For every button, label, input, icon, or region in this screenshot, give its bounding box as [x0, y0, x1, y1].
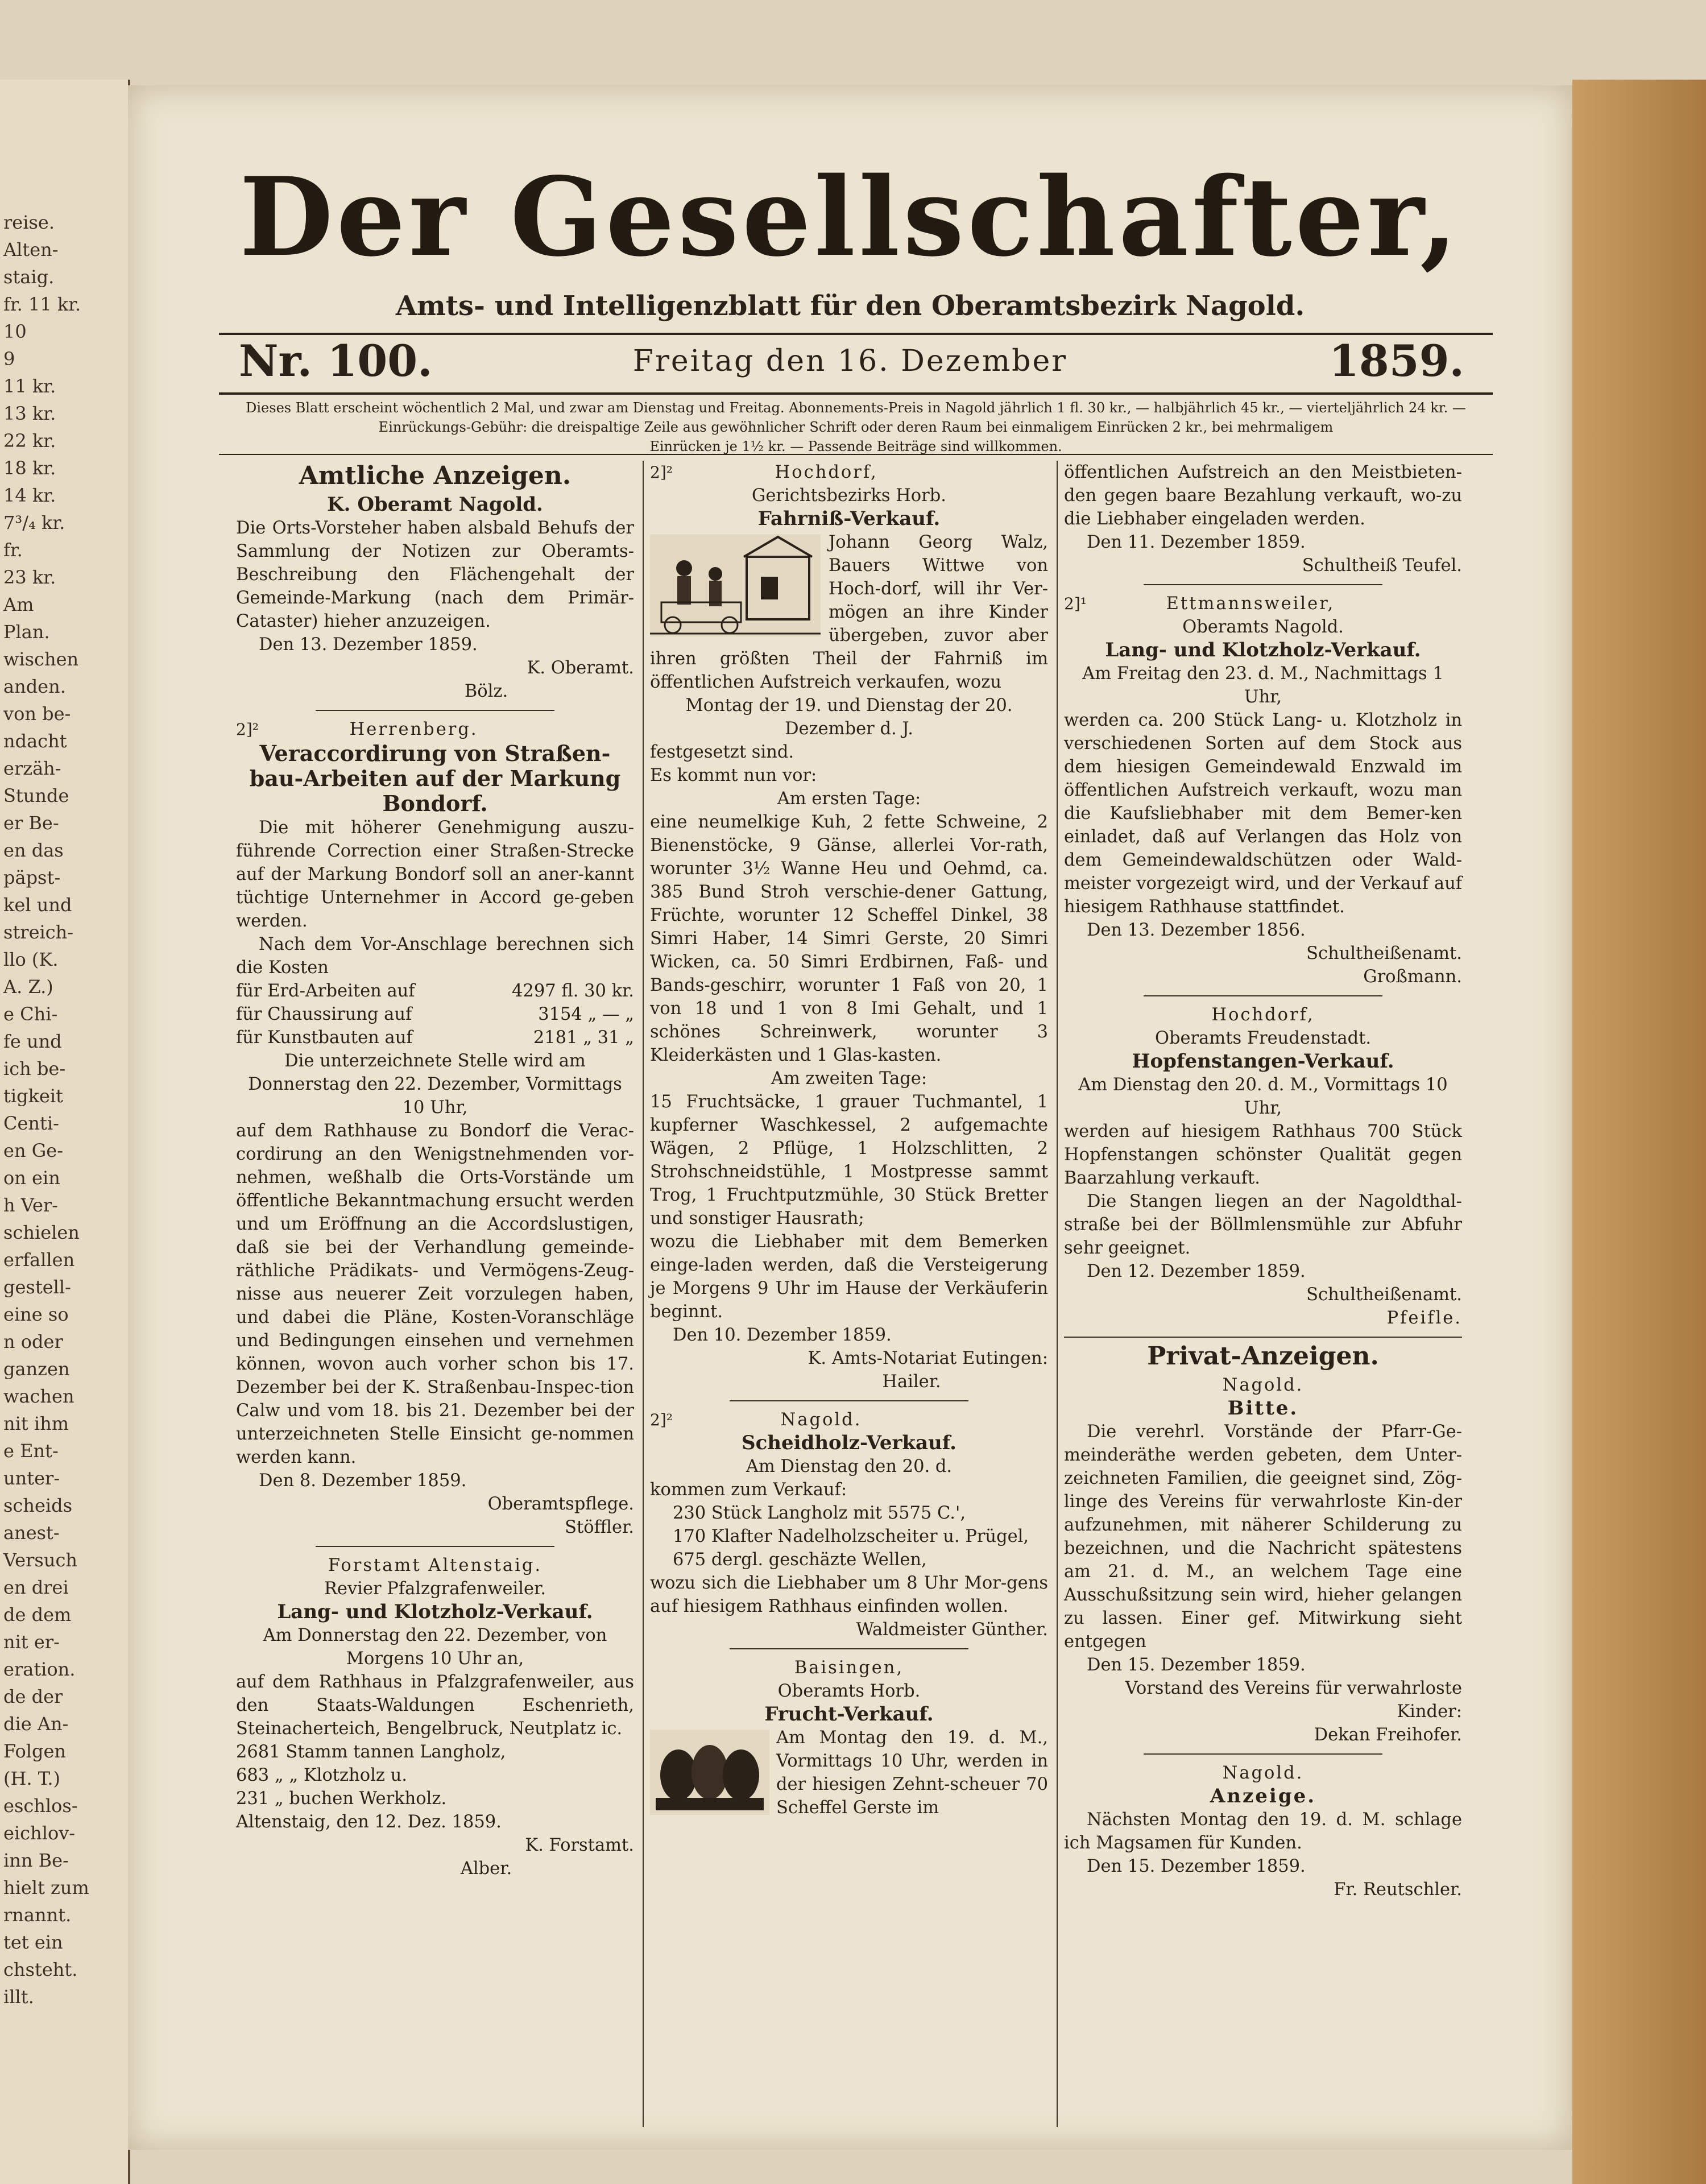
- notice-place: Ettmannsweiler,: [1166, 594, 1335, 614]
- notice-signature: Vorstand des Vereins für verwahrloste Kinder:: [1125, 1678, 1462, 1722]
- notice-signature: Schultheiß Teufel.: [1302, 556, 1462, 576]
- left-page-text: 18 kr.: [3, 457, 56, 479]
- notice-bitte: [1064, 1374, 1462, 1747]
- left-page-text: unter-: [3, 1467, 60, 1489]
- left-page-text: eschlos-: [3, 1795, 78, 1817]
- left-page-text: wischen: [3, 648, 79, 670]
- left-page-text: e Chi-: [3, 1003, 58, 1025]
- notice-title: Scheidholz-Verkauf.: [742, 1432, 956, 1454]
- notice-signature: K. Forstamt.: [525, 1835, 634, 1855]
- left-page-text: Versuch: [3, 1549, 77, 1571]
- cost-label: für Erd-Arbeiten auf: [236, 981, 415, 1001]
- notice-title: Frucht-Verkauf.: [764, 1703, 934, 1726]
- notice-date: Den 13. Dezember 1859.: [259, 635, 478, 655]
- day-heading: Am zweiten Tage:: [771, 1069, 927, 1089]
- left-page-text: fr.: [3, 539, 23, 561]
- left-page-text: schielen: [3, 1222, 80, 1243]
- item-list: eine neumelkige Kuh, 2 fette Schweine, 2 Bienenstöcke, 9 Gänse, allerlei Vor-rath, worunter 3½ Wanne Heu und Oehmd, ca. 385 Bund Stroh verschie-dener Gattung, Früchte, worunter 12 Scheffel Dinkel, 38 Simri Haber, 14 Simri Gerste, 20 Simri Wicken, ca. 50 Simri Erdbirnen, Faß- und Bands-geschirr, worunter 1 Faß von 20, 1 von 18 und 1 von 8 Imi Gehalt, und 1 schönes Schreinwerk, worunter 3 Kleiderkästen und 1 Glas-kasten.: [650, 812, 1048, 1065]
- left-page-text: eichlov-: [3, 1822, 76, 1844]
- left-page-text: h Ver-: [3, 1194, 58, 1216]
- column-2: [650, 461, 1048, 1825]
- notice-frucht: [650, 1656, 1048, 1819]
- notice-signature: Hailer.: [882, 1372, 941, 1392]
- notice-divider: [730, 1400, 968, 1401]
- notice-body: Am Dienstag den 20. d. M., Vormittags 10 Uhr,: [1078, 1075, 1448, 1118]
- cost-value: 4297 fl. 30 kr.: [512, 981, 634, 1001]
- notice-divider: [1144, 1753, 1382, 1755]
- issue-number: Nr. 100.: [239, 336, 433, 386]
- notice-body: Die mit höherer Genehmigung auszu-führende Correction einer Straßen-Strecke auf der Markung Bondorf soll an aner-kannt tüchtige Unternehmer in Accord ge-geben werden.: [236, 818, 634, 931]
- notice-scheidholz: [650, 1408, 1048, 1641]
- notice-date: Den 11. Dezember 1859.: [1087, 532, 1306, 552]
- notice-signature: Fr. Reutschler.: [1334, 1880, 1462, 1900]
- left-page-text: er Be-: [3, 812, 59, 834]
- notice-title: Lang- und Klotzholz-Verkauf.: [1105, 639, 1421, 661]
- cost-value: 3154 „ — „: [538, 1004, 634, 1024]
- left-page-text: 10: [3, 321, 27, 342]
- notice-signature: Oberamtspflege.: [487, 1494, 634, 1514]
- notice-body: Nächsten Montag den 19. d. M. schlage ich Magsamen für Kunden.: [1064, 1810, 1462, 1853]
- left-page-text: streich-: [3, 921, 74, 943]
- repeat-tag: 2]²: [236, 720, 259, 739]
- farm-scene-woodcut: [650, 534, 821, 636]
- notice-ettmannsweiler: [1064, 592, 1462, 988]
- notice-date: Den 13. Dezember 1856.: [1087, 920, 1306, 940]
- issue-year: 1859.: [1329, 336, 1464, 386]
- notice-signature: Alber.: [460, 1859, 512, 1879]
- notice-place: Nagold.: [1222, 1375, 1304, 1395]
- left-page-text: reise.: [3, 212, 55, 233]
- notice-continued: [1064, 461, 1462, 577]
- left-page-text: Alten-: [3, 239, 59, 260]
- cost-row: [236, 979, 634, 1003]
- notice-signature: Bölz.: [464, 681, 508, 701]
- grain-sacks-woodcut: [650, 1730, 769, 1815]
- notice-place: Hochdorf,: [775, 462, 878, 482]
- left-page-text: erzäh-: [3, 758, 61, 779]
- left-page-text: eine so: [3, 1304, 69, 1325]
- notice-authority: K. Oberamt Nagold.: [327, 493, 543, 516]
- notice-divider: [316, 1546, 554, 1547]
- left-page-text: de der: [3, 1686, 63, 1707]
- masthead-title: Der Gesellschafter,: [239, 154, 1461, 280]
- left-page-text: gestell-: [3, 1276, 71, 1298]
- cost-value: 2181 „ 31 „: [533, 1028, 634, 1048]
- notice-signature: Waldmeister Günther.: [856, 1620, 1048, 1640]
- notice-body: Die verehrl. Vorstände der Pfarr-Ge-meinderäthe werden gebeten, dem Unter-zeichneten Familien, die geeignet sind, Zög-linge des Vereins für verwahrloste Kin-der aufzunehmen, mit näherer Schilderung zu bezeichnen, und die Nachricht spätestens am 21. d. M., an welchem Tage eine Ausschußsitzung sein wird, hieher gelangen zu lassen. Einer gef. Mitwirkung sieht entgegen: [1064, 1422, 1462, 1652]
- repeat-tag: 2]¹: [1064, 594, 1087, 613]
- item-list: 15 Fruchtsäcke, 1 grauer Tuchmantel, 1 kupferner Waschkessel, 2 aufgemachte Wägen, 2 Pflüge, 1 Holzschlitten, 2 Strohschneidstühle, 1 Mostpresse sammt Trog, 1 Fruchtputzmühle, 30 Stück Bretter und sonstiger Hausrath;: [650, 1092, 1048, 1228]
- left-page-text: en drei: [3, 1577, 69, 1598]
- left-page-text: die An-: [3, 1713, 69, 1735]
- lot-line: 170 Klafter Nadelholzscheiter u. Prügel,: [673, 1527, 1029, 1546]
- notice-date: Den 10. Dezember 1859.: [673, 1325, 892, 1345]
- notice-signature: Stöffler.: [565, 1517, 634, 1537]
- book-edge: [1572, 80, 1706, 2184]
- left-page-text: illt.: [3, 1986, 34, 2008]
- notice-subplace: Oberamts Freudenstadt.: [1154, 1028, 1372, 1048]
- left-page-text: von be-: [3, 703, 71, 725]
- notice-body: auf dem Rathhaus in Pfalzgrafenweiler, aus den Staats-Waldungen Eschenrieth, Steinacherteich, Bengelbruck, Neutplatz ic.: [236, 1672, 634, 1739]
- issue-date: Freitag den 16. Dezember: [632, 344, 1068, 378]
- left-page-text: de dem: [3, 1604, 72, 1625]
- mid-rule: [219, 392, 1493, 395]
- subscription-notice: [230, 398, 1481, 456]
- notice-forstamt: [236, 1554, 634, 1880]
- left-page-text: Folgen: [3, 1740, 66, 1762]
- notice-signature: Großmann.: [1363, 967, 1462, 987]
- notice-title: Fahrniß-Verkauf.: [757, 507, 941, 530]
- notice-line: Einrücken je 1½ kr. — Passende Beiträge sind willkommen.: [649, 439, 1062, 454]
- notice-subplace: Oberamts Horb.: [777, 1681, 921, 1701]
- left-page-text: e Ent-: [3, 1440, 59, 1462]
- left-page-text: 23 kr.: [3, 566, 56, 588]
- left-page-text: en Ge-: [3, 1140, 64, 1161]
- newspaper-page: [128, 85, 1572, 2150]
- notice-signature: Schultheißenamt.: [1306, 944, 1462, 963]
- notice-body: wozu die Liebhaber mit dem Bemerken einge-laden werden, daß die Versteigerung je Morgens 9 Uhr im Hause der Verkäuferin beginnt.: [650, 1232, 1048, 1322]
- left-page-text: staig.: [3, 266, 55, 288]
- left-page-text: fr. 11 kr.: [3, 293, 81, 315]
- notice-body: werden auf hiesigem Rathhaus 700 Stück Hopfenstangen schönster Qualität gegen Baarzahlung verkauft.: [1064, 1122, 1462, 1188]
- left-page-text: erfallen: [3, 1249, 75, 1271]
- notice-body: Am Montag den 19. d. M., Vormittags 10 Uhr, werden in der hiesigen Zehnt-scheuer 70 Scheffel Gerste im: [776, 1728, 1048, 1818]
- left-page-text: ndacht: [3, 730, 67, 752]
- left-page-text: kel und: [3, 894, 72, 916]
- left-page-text: Plan.: [3, 621, 50, 643]
- notice-subplace: Oberamts Nagold.: [1182, 617, 1344, 637]
- notice-subplace: Gerichtsbezirks Horb.: [752, 486, 946, 506]
- notice-body: festgesetzt sind.: [650, 742, 794, 762]
- notice-place: Nagold.: [780, 1410, 862, 1430]
- left-page-text: Am: [3, 594, 34, 615]
- notice-oberamt: [236, 493, 634, 703]
- notice-body: kommen zum Verkauf:: [650, 1480, 847, 1500]
- masthead-subtitle: Amts- und Intelligenzblatt für den Oberamtsbezirk Nagold.: [395, 290, 1305, 322]
- lot-line: 231 „ buchen Werkholz.: [236, 1789, 447, 1809]
- notice-place: Baisingen,: [794, 1658, 904, 1678]
- notice-date: Den 8. Dezember 1859.: [259, 1471, 467, 1491]
- notice-body: werden ca. 200 Stück Lang- u. Klotzholz in verschiedenen Sorten auf dem Stock aus dem hiesigen Gemeindewald Enzwald im öffentlichen Aufstreich verkauft, wozu man die Kaufsliebhaber mit dem Bemer-ken einladet, daß auf Verlangen das Holz von dem Gemeindewaldschützen oder Wald-meister vorgezeigt wird, und der Verkauf auf hiesigem Rathhause stattfindet.: [1064, 710, 1462, 917]
- left-page-text: A. Z.): [3, 976, 53, 998]
- left-page-text: fe und: [3, 1031, 62, 1052]
- notice-body: Am Dienstag den 20. d.: [746, 1457, 953, 1476]
- left-page-text: anden.: [3, 676, 66, 697]
- left-page-text: rnannt.: [3, 1904, 72, 1926]
- day-heading: Am ersten Tage:: [777, 789, 921, 809]
- left-page-text: tet ein: [3, 1931, 63, 1953]
- cost-label: für Chaussirung auf: [236, 1004, 412, 1024]
- left-page-text: Stunde: [3, 785, 69, 806]
- left-page-text: päpst-: [3, 867, 61, 888]
- left-page-text: wachen: [3, 1385, 74, 1407]
- notice-body: Es kommt nun vor:: [650, 766, 817, 785]
- notice-subplace: Revier Pfalzgrafenweiler.: [324, 1579, 546, 1599]
- notice-body: wozu sich die Liebhaber um 8 Uhr Mor-gens auf hiesigem Rathhaus einfinden wollen.: [650, 1573, 1048, 1616]
- notice-body: auf dem Rathhause zu Bondorf die Verac-cordirung an den Wenigstnehmenden vor-nehmen, weßhalb die Orts-Vorstände um öffentliche Bekanntmachung ersucht werden und um Eröffnung an die Accordslustigen, daß sie bei der Verhandlung gemeinde-räthliche Prädikats- und Vermögens-Zeug-nisse aus neuerer Zeit vorzulegen haben, und dabei die Pläne, Kosten-Voranschläge und Bedingungen einsehen und vernehmen können, wovon auch vorher schon bis 17. Dezember bei der K. Straßenbau-Inspec-tion Calw und vom 18. bis 21. Dezember bei der unterzeichneten Stelle Einsicht ge-nommen werden kann.: [236, 1121, 634, 1467]
- left-page-text: tigkeit: [3, 1085, 63, 1107]
- notice-signature: Dekan Freihofer.: [1314, 1725, 1462, 1745]
- repeat-tag: 2]²: [650, 1410, 673, 1429]
- notice-divider: [1144, 995, 1382, 996]
- notice-body: Die unterzeichnete Stelle wird am Donnerstag den 22. Dezember, Vormittags 10 Uhr,: [248, 1051, 622, 1118]
- section-divider: [1064, 1337, 1462, 1338]
- notice-line: Dieses Blatt erscheint wöchentlich 2 Mal, und zwar am Dienstag und Freitag. Abonnements-Preis in Nagold jährlich 1 fl. 30 kr., — halbjährlich 45 kr., — vierteljährlich 24 kr. — Einrückungs-Gebühr: die dreispaltige Zeile aus gewöhnlicher Schrift oder deren Raum bei einmaligem Einrücken 2 kr., bei mehrmaligem: [246, 400, 1466, 435]
- notice-fahrniss: [650, 461, 1048, 1393]
- left-page-text: scheids: [3, 1495, 73, 1516]
- notice-body: Montag der 19. und Dienstag der 20. Dezember d. J.: [685, 696, 1013, 739]
- notice-body: Am Freitag den 23. d. M., Nachmittags 1 Uhr,: [1082, 664, 1444, 707]
- left-page-text: nit ihm: [3, 1413, 69, 1434]
- left-page-text: n oder: [3, 1331, 63, 1352]
- notice-date: Den 12. Dezember 1859.: [1087, 1261, 1306, 1281]
- left-page-text: nit er-: [3, 1631, 60, 1653]
- left-page-text: 7³/₄ kr.: [3, 512, 65, 533]
- left-page-text: hielt zum: [3, 1877, 89, 1898]
- notice-body: Die Orts-Vorsteher haben alsbald Behufs der Sammlung der Notizen zur Oberamts-Beschreibung den Flächengehalt der Gemeinde-Markung (nach dem Primär-Cataster) hieher anzuzeigen.: [236, 518, 634, 631]
- notice-date: Den 15. Dezember 1859.: [1087, 1655, 1306, 1675]
- left-page-text: llo (K.: [3, 949, 59, 970]
- left-page-text: 14 kr.: [3, 485, 56, 506]
- notice-place: Nagold.: [1222, 1763, 1304, 1783]
- left-page-text: chsteht.: [3, 1959, 78, 1980]
- notice-rule: [219, 454, 1493, 455]
- notice-strassenbau: [236, 718, 634, 1539]
- left-page-text: anest-: [3, 1522, 60, 1544]
- lot-line: 2681 Stamm tannen Langholz,: [236, 1742, 506, 1762]
- column-separator: [643, 461, 644, 2127]
- cost-label: für Kunstbauten auf: [236, 1028, 413, 1048]
- notice-anzeige: [1064, 1761, 1462, 1901]
- notice-place: Forstamt Altenstaig.: [328, 1556, 543, 1575]
- notice-title: Veraccordirung von Straßen-bau-Arbeiten auf der Markung Bondorf.: [249, 741, 621, 816]
- column-3: [1064, 461, 1462, 1907]
- section-heading-private: Privat-Anzeigen.: [1147, 1342, 1379, 1371]
- notice-divider: [730, 1648, 968, 1649]
- notice-body: Nach dem Vor-Anschlage berechnen sich die Kosten: [236, 934, 634, 978]
- notice-signature: Pfeifle.: [1386, 1308, 1462, 1328]
- notice-title: Bitte.: [1227, 1397, 1299, 1420]
- left-page-text: (H. T.): [3, 1768, 61, 1789]
- lot-line: 683 „ „ Klotzholz u.: [236, 1765, 407, 1785]
- left-page-text: ganzen: [3, 1358, 70, 1380]
- notice-place: Herrenberg.: [349, 719, 478, 739]
- notice-body: öffentlichen Aufstreich an den Meistbieten-den gegen baare Bezahlung verkauft, wo-zu die Liebhaber eingeladen werden.: [1064, 462, 1462, 529]
- notice-body: Die Stangen liegen an der Nagoldthal-straße bei der Böllmlensmühle zur Abfuhr sehr geeignet.: [1064, 1192, 1462, 1258]
- notice-date: Den 15. Dezember 1859.: [1087, 1856, 1306, 1876]
- cost-row: [236, 1003, 634, 1026]
- repeat-tag: 2]²: [650, 463, 673, 482]
- left-page-text: 22 kr.: [3, 430, 56, 452]
- left-page-text: eration.: [3, 1658, 76, 1680]
- top-rule: [219, 333, 1493, 335]
- left-page-text: inn Be-: [3, 1850, 69, 1871]
- left-page-text: en das: [3, 839, 64, 861]
- notice-body: Johann Georg Walz, Bauers Wittwe von Hoch-dorf, will ihr Ver-mögen an ihre Kinder übergeben, zuvor aber ihren größten Theil der Fahrniß im öffentlichen Aufstreich verkaufen, wozu: [650, 532, 1048, 692]
- section-heading-official: Amtliche Anzeigen.: [299, 461, 572, 490]
- notice-title: Lang- und Klotzholz-Verkauf.: [277, 1600, 593, 1623]
- lot-line: 675 dergl. geschäzte Wellen,: [673, 1550, 927, 1570]
- left-page-text: 9: [3, 348, 15, 370]
- notice-title: Anzeige.: [1210, 1785, 1316, 1807]
- notice-body: Am Donnerstag den 22. Dezember, von Morgens 10 Uhr an,: [263, 1625, 607, 1669]
- left-page-text: ich be-: [3, 1058, 66, 1079]
- lot-line: 230 Stück Langholz mit 5575 C.',: [673, 1503, 966, 1523]
- notice-signature: K. Amts-Notariat Eutingen:: [808, 1349, 1048, 1368]
- cost-row: [236, 1026, 634, 1049]
- column-separator: [1057, 461, 1058, 2127]
- notice-title: Hopfenstangen-Verkauf.: [1132, 1050, 1394, 1073]
- notice-divider: [1144, 584, 1382, 585]
- notice-divider: [316, 710, 554, 711]
- notice-date: Altenstaig, den 12. Dez. 1859.: [236, 1812, 502, 1832]
- left-page-text: Centi-: [3, 1112, 59, 1134]
- left-page-text: 11 kr.: [3, 375, 56, 397]
- column-1: [236, 461, 634, 1886]
- notice-signature: Schultheißenamt.: [1306, 1285, 1462, 1305]
- left-page-text: 13 kr.: [3, 403, 56, 424]
- notice-hopfenstangen: [1064, 1003, 1462, 1330]
- notice-place: Hochdorf,: [1211, 1005, 1315, 1025]
- notice-signature: K. Oberamt.: [527, 658, 634, 678]
- left-page-text: on ein: [3, 1167, 60, 1189]
- left-page-fragment: [0, 80, 130, 2184]
